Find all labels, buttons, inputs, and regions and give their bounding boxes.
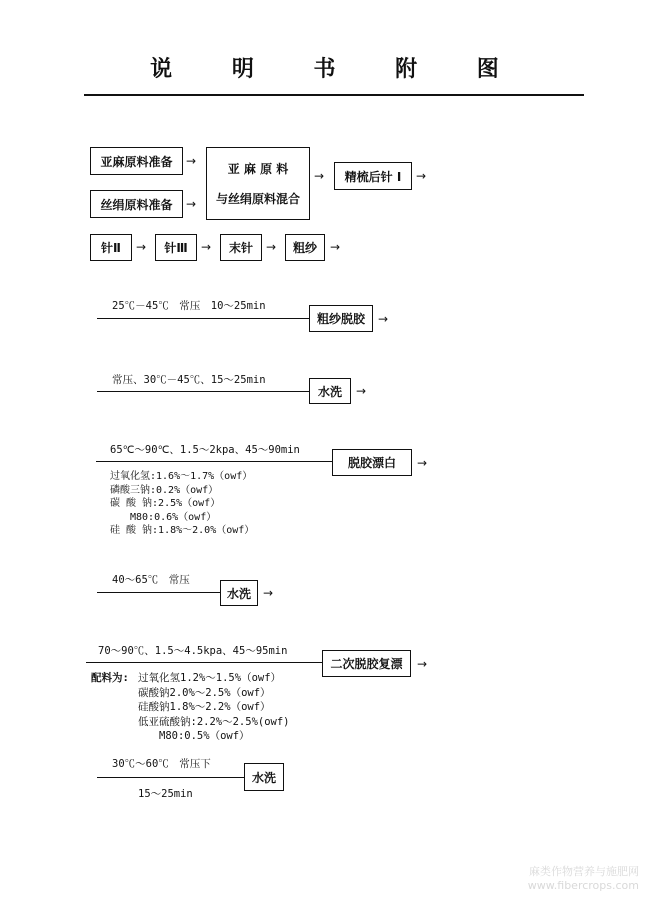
box-gill-2: 针Ⅱ xyxy=(90,234,132,261)
recipe-bleach xyxy=(110,470,254,538)
box-gill-3: 针Ⅲ xyxy=(155,234,197,261)
recipe-line: 碳 酸 钠:2.5%（owf） xyxy=(110,498,221,509)
condition-wash-1: 常压、30℃－45℃、15～25min xyxy=(112,374,266,386)
flow-line xyxy=(97,318,309,319)
arrow: → xyxy=(417,657,428,671)
watermark-line2: www.fibercrops.com xyxy=(527,879,639,892)
box-wash-1: 水洗 xyxy=(309,378,351,404)
arrow: → xyxy=(263,586,274,600)
condition-bleach: 65℃～90℃、1.5～2kpa、45～90min xyxy=(110,444,300,456)
box-roving-degum: 粗纱脱胶 xyxy=(309,305,373,332)
condition-wash-3-top: 30℃～60℃ 常压下 xyxy=(112,758,211,770)
flow-line xyxy=(97,777,244,778)
watermark xyxy=(528,865,639,893)
arrow: → xyxy=(266,240,277,254)
condition-degum: 25℃－45℃ 常压 10～25min xyxy=(112,300,266,312)
condition-wash-3-bottom: 15～25min xyxy=(138,788,193,800)
arrow: → xyxy=(314,169,325,183)
recipe-label: 配料为: xyxy=(91,672,129,684)
arrow: → xyxy=(417,456,428,470)
box-final-gill: 末针 xyxy=(220,234,262,261)
flow-line xyxy=(97,391,309,392)
condition-second-bleach: 70～90℃、1.5～4.5kpa、45～95min xyxy=(98,645,288,657)
box-flax-prep: 亚麻原料准备 xyxy=(90,147,183,175)
arrow: → xyxy=(186,197,197,211)
recipe-line: 过氧化氢:1.6%～1.7%（owf） xyxy=(110,471,253,482)
flow-line xyxy=(86,662,322,663)
arrow: → xyxy=(416,169,427,183)
box-silk-prep: 丝绢原料准备 xyxy=(90,190,183,218)
box-second-degum-bleach: 二次脱胶复漂 xyxy=(322,650,411,677)
box-mix-line2: 与丝绢原料混合 xyxy=(215,191,300,206)
recipe-line: 过氧化氢1.2%～1.5%（owf） xyxy=(138,672,282,684)
recipe-line: 碳酸钠2.0%～2.5%（owf） xyxy=(138,686,271,699)
box-mix xyxy=(206,147,310,220)
flow-line xyxy=(97,592,220,593)
box-wash-2: 水洗 xyxy=(220,580,258,606)
arrow: → xyxy=(201,240,212,254)
box-comb: 精梳后针 I xyxy=(334,162,412,190)
watermark-line1: 麻类作物营养与施肥网 xyxy=(529,865,639,878)
arrow: → xyxy=(136,240,147,254)
box-wash-3: 水洗 xyxy=(244,763,284,791)
recipe-line: 低亚硫酸钠:2.2%～2.5%(owf) xyxy=(138,715,290,728)
recipe-line: M80:0.5%（owf） xyxy=(138,730,250,742)
recipe-second-bleach xyxy=(138,671,290,744)
recipe-line: 磷酸三钠:0.2%（owf） xyxy=(110,484,219,496)
arrow: → xyxy=(356,384,367,398)
box-roving: 粗纱 xyxy=(285,234,325,261)
arrow: → xyxy=(330,240,341,254)
page-title: 说 明 书 附 图 xyxy=(150,56,525,82)
recipe-line: 硅 酸 钠:1.8%～2.0%（owf） xyxy=(110,525,255,536)
condition-wash-2: 40～65℃ 常压 xyxy=(112,574,190,586)
arrow: → xyxy=(186,154,197,168)
flow-line xyxy=(96,461,332,462)
box-degum-bleach: 脱胶漂白 xyxy=(332,449,412,476)
title-rule xyxy=(84,94,584,96)
recipe-line: 硅酸钠1.8%～2.2%（owf） xyxy=(138,701,271,713)
arrow: → xyxy=(378,312,389,326)
recipe-line: M80:0.6%（owf） xyxy=(110,511,217,523)
box-mix-line1: 亚 麻 原 料 xyxy=(227,162,289,177)
